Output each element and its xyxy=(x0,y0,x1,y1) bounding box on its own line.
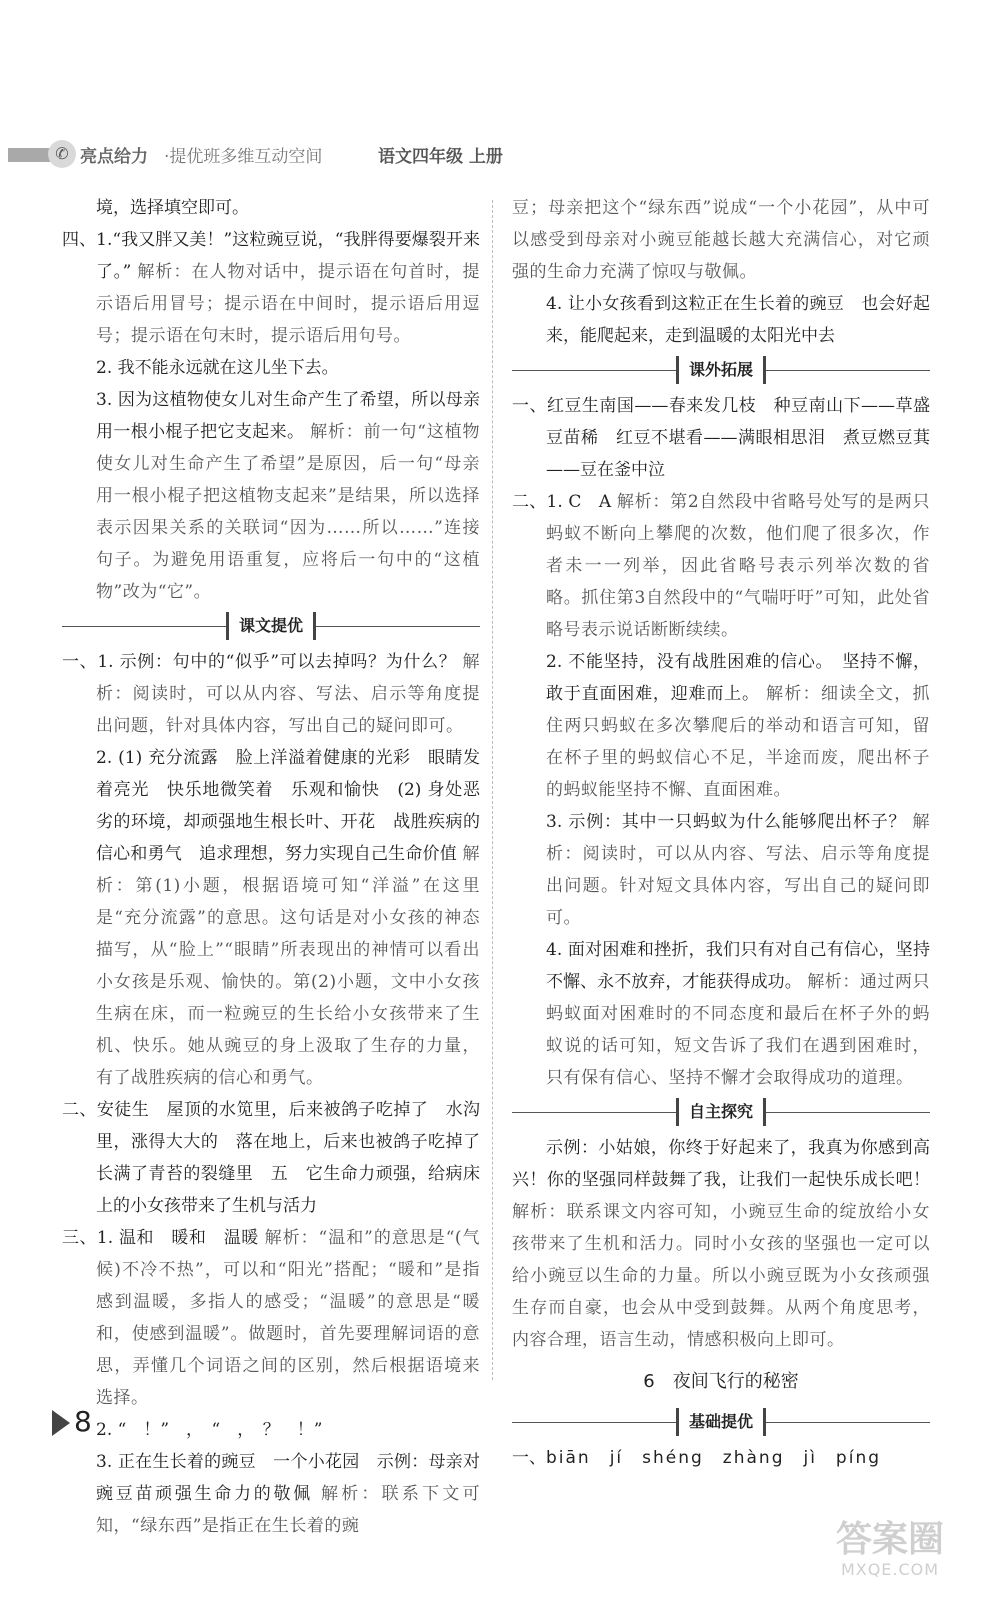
answer-q4-1 xyxy=(62,224,480,352)
phone-chat-icon: ✆ xyxy=(48,140,76,168)
answer-t1: 一、红豆生南国——春来发几枝 种豆南山下——草盛豆苗稀 红豆不堪看——满眼相思泪 煮豆燃豆萁——豆在釜中泣 xyxy=(512,396,930,480)
answer-text: 2. 不能坚持，没有战胜困难的信心。 坚持不懈，敢于直面困难，迎难而上。 xyxy=(546,652,930,704)
right-column xyxy=(512,192,930,1474)
section-heading-jichu xyxy=(512,1406,930,1440)
answer-q4-2: 2. 我不能永远就在这儿坐下去。 xyxy=(96,358,339,378)
analysis-text: 解析：第2自然段中省略号处写的是两只蚂蚁不断向上攀爬的次数，他们爬了很多次，作者未一一列举，因此省略号表示列举次数的省略。抓住第3自然段中的“气喘吁吁”可知，此处省略号表示说话断断续续。 xyxy=(546,492,930,640)
answer-text: 三、1. 温和 暖和 温暖 xyxy=(62,1228,259,1248)
header-book-title: 语文四年级 上册 xyxy=(378,147,503,167)
answer-text: 2. (1) 充分流露 脸上洋溢着健康的光彩 眼睛发着亮光 快乐地微笑着 乐观和愉快 (2) 身处恶劣的环境，却顽强地生根长叶、开花 战胜疾病的信心和勇气 追求理想，努力实现自己生命价值 xyxy=(96,748,480,864)
analysis-continued: 豆；母亲把这个“绿东西”说成“一个小花园”，从中可以感受到母亲对小豌豆能越长越大充满信心，对它顽强的生命力充满了惊叹与敬佩。 xyxy=(512,198,930,282)
analysis-text: 解析：通过两只蚂蚁面对困难时的不同态度和最后在杯子外的蚂蚁说的话可知，短文告诉了我们在遇到困难时，只有保有信心、坚持不懈才会取得成功的道理。 xyxy=(546,972,931,1088)
analysis-text: 解析：联系下文可知，“绿东西”是指正在生长着的豌 xyxy=(96,1484,481,1536)
answer-z1 xyxy=(512,1132,930,1356)
left-column xyxy=(62,192,497,1542)
answer-r-4: 4. 让小女孩看到这粒正在生长着的豌豆 也会好起来，能爬起来，走到温暖的太阳光中去 xyxy=(546,294,930,346)
analysis-text: 解析：第(1)小题，根据语境可知“洋溢”在这里是“充分流露”的意思。这句话是对小女孩的神态描写，从“脸上”“眼睛”所表现出的神情可以看出小女孩是乐观、愉快的。第(2)小题，文中小女孩生病在床，而一粒豌豆的生长给小女孩带来了生机、快乐。她从豌豆的身上汲取了生存的力量，有了战胜疾病的信心和勇气。 xyxy=(96,844,481,1088)
pinyin-text: biān jí shéng zhàng jì píng xyxy=(546,1448,882,1468)
page-number xyxy=(52,1405,92,1438)
section-title: 自主探究 xyxy=(676,1098,766,1126)
answer-line: 境，选择填空即可。 xyxy=(96,198,249,218)
answer-t2-3 xyxy=(512,806,930,934)
answer-text: 示例：小姑娘，你终于好起来了，我真为你感到高兴！你的坚强同样鼓舞了我，让我们一起快乐成长吧！ xyxy=(512,1138,930,1190)
analysis-text: 解析：“温和”的意思是“(气候)不冷不热”，可以和“阳光”搭配；“暖和”是指感到温暖，多指人的感受；“温暖”的意思是“暖和，使感到温暖”。做题时，首先要理解词语的意思，弄懂几个词语之间的区别，然后根据语境来选择。 xyxy=(96,1228,480,1408)
analysis-text: 解析：前一句“这植物使女儿对生命产生了希望”是原因，后一句“母亲用一根小棍子把这植物支起来”是结果，所以选择表示因果关系的关联词“因为……所以……”连接句子。为避免用语重复，应将后一句中的“这植物”改为“它”。 xyxy=(96,422,480,602)
analysis-text: 解析：阅读时，可以从内容、写法、启示等角度提出问题，针对具体内容，写出自己的疑问即可。 xyxy=(96,652,480,736)
page-header xyxy=(0,140,1000,180)
header-brand: 亮点给力 xyxy=(80,147,148,167)
answer-s3-2: 2. “ ！” ， “ ， ？ ！” xyxy=(96,1420,323,1440)
section-title: 课外拓展 xyxy=(676,356,766,384)
section-title: 基础提优 xyxy=(676,1408,766,1436)
question-number: 一、 xyxy=(512,1448,546,1468)
header-bar xyxy=(8,148,50,162)
analysis-text: 解析：在人物对话中，提示语在句首时，提示语后用冒号；提示语在中间时，提示语后用逗号；提示语在句末时，提示语后用句号。 xyxy=(96,262,481,346)
watermark-url: MXQE.COM xyxy=(840,1560,940,1579)
triangle-icon xyxy=(52,1410,70,1436)
answer-pinyin xyxy=(512,1442,930,1474)
section-title: 课文提优 xyxy=(226,612,316,640)
answer-s1-2 xyxy=(62,742,480,1094)
answer-text: 四、1.“我又胖又美！”这粒豌豆说，“我胖得要爆裂开来了。” xyxy=(62,230,480,282)
section-heading-kewai xyxy=(512,354,930,388)
answer-s3-1 xyxy=(62,1222,480,1414)
section-heading-zizhu xyxy=(512,1096,930,1130)
answer-text: 3. 示例：其中一只蚂蚁为什么能够爬出杯子？ xyxy=(546,812,907,832)
header-subtitle: ·提优班多维互动空间 xyxy=(164,147,323,167)
answer-t2-2 xyxy=(512,646,930,806)
answer-s3-3 xyxy=(62,1446,480,1542)
answer-q4-3 xyxy=(62,384,480,608)
answer-t2-4 xyxy=(512,934,930,1094)
section-heading-kewen xyxy=(62,610,480,644)
analysis-text: 解析：联系课文内容可知，小豌豆生命的绽放给小女孩带来了生机和活力。同时小女孩的坚强也一定可以给小豌豆以生命的力量。所以小豌豆既为小女孩顽强生存而自豪，也会从中受到鼓舞。从两个角度思考，内容合理，语言生动，情感积极向上即可。 xyxy=(512,1202,930,1350)
answer-text: 二、1. C A xyxy=(512,492,612,512)
answer-t2-1 xyxy=(512,486,930,646)
analysis-text: 解析：细读全文，抓住两只蚂蚁在多次攀爬后的举动和语言可知，留在杯子里的蚂蚁信心不足，半途而废，爬出杯子的蚂蚁能坚持不懈、直面困难。 xyxy=(546,684,931,800)
answer-text: 一、1. 示例：句中的“似乎”可以去掉吗？为什么？ xyxy=(62,652,457,672)
answer-s2: 二、安徒生 屋顶的水笕里，后来被鸽子吃掉了 水沟里，涨得大大的 落在地上，后来也被鸽子吃掉了 长满了青苔的裂缝里 五 它生命力顽强，给病床上的小女孩带来了生机与活力 xyxy=(62,1100,497,1216)
analysis-text: 解析：阅读时，可以从内容、写法、启示等角度提出问题。针对短文具体内容，写出自己的疑问即可。 xyxy=(546,812,931,928)
lesson-title: 6 夜间飞行的秘密 xyxy=(643,1371,799,1392)
watermark-logo xyxy=(800,1520,980,1590)
answer-text: 3. 正在生长着的豌豆 一个小花园 示例：母亲对豌豆苗顽强生命力的敬佩 xyxy=(96,1452,480,1504)
page-number-text: 8 xyxy=(74,1405,92,1438)
answer-s1-1 xyxy=(62,646,480,742)
watermark-text: 答案圈 xyxy=(835,1519,944,1560)
column-divider xyxy=(492,200,493,1380)
answer-text: 4. 面对困难和挫折，我们只有对自己有信心，坚持不懈、永不放弃，才能获得成功。 xyxy=(546,940,930,992)
answer-text: 3. 因为这植物使女儿对生命产生了希望，所以母亲用一根小棍子把它支起来。 xyxy=(96,390,480,442)
